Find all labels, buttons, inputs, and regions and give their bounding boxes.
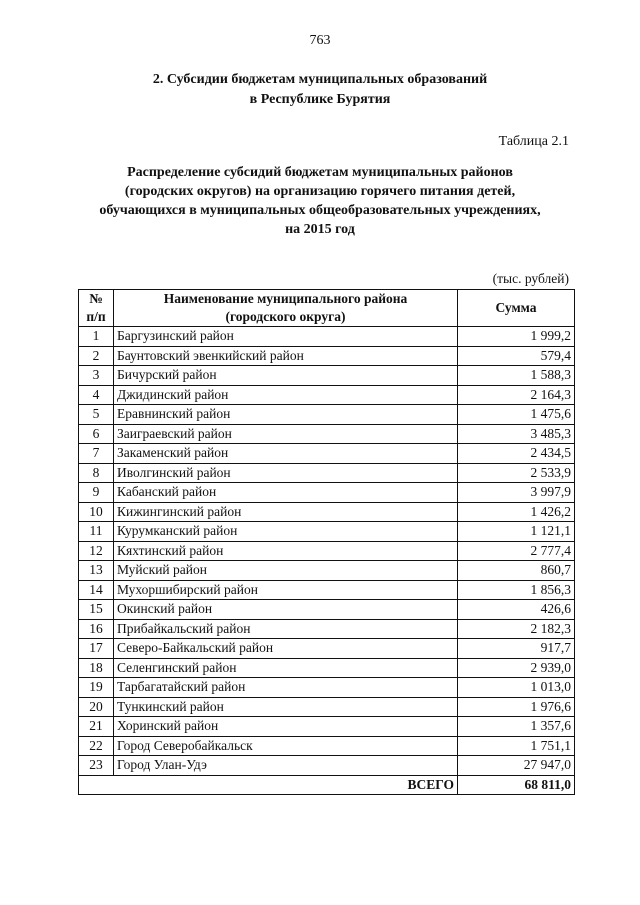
table-header-row (79, 290, 575, 327)
table-row (79, 736, 575, 756)
row-number: 16 (79, 619, 114, 639)
row-sum: 1 856,3 (458, 580, 575, 600)
table-row (79, 385, 575, 405)
table-row (79, 600, 575, 620)
table-row (79, 561, 575, 581)
row-sum: 1 475,6 (458, 405, 575, 425)
row-sum: 1 588,3 (458, 366, 575, 386)
row-name: Баунтовский эвенкийский район (114, 346, 458, 366)
table-row (79, 463, 575, 483)
header-number-line: № (89, 291, 103, 306)
row-number: 7 (79, 444, 114, 464)
row-number: 9 (79, 483, 114, 503)
table-caption-line: Распределение субсидий бюджетам муниципальных районов (127, 165, 513, 180)
row-sum: 2 939,0 (458, 658, 575, 678)
row-sum: 1 976,6 (458, 697, 575, 717)
row-number: 1 (79, 327, 114, 347)
row-number: 8 (79, 463, 114, 483)
row-name: Бичурский район (114, 366, 458, 386)
total-label: ВСЕГО (79, 775, 458, 795)
table-row (79, 366, 575, 386)
row-number: 17 (79, 639, 114, 659)
row-name: Джидинский район (114, 385, 458, 405)
row-sum: 27 947,0 (458, 756, 575, 776)
table-row (79, 522, 575, 542)
row-sum: 426,6 (458, 600, 575, 620)
table-row (79, 697, 575, 717)
header-sum: Сумма (458, 290, 575, 327)
row-name: Баргузинский район (114, 327, 458, 347)
table-row (79, 639, 575, 659)
row-name: Хоринский район (114, 717, 458, 737)
row-sum: 3 485,3 (458, 424, 575, 444)
row-name: Город Северобайкальск (114, 736, 458, 756)
row-name: Иволгинский район (114, 463, 458, 483)
row-name: Мухоршибирский район (114, 580, 458, 600)
table-label: Таблица 2.1 (498, 134, 569, 149)
subsidy-table (78, 289, 575, 795)
section-title-line: 2. Субсидии бюджетам муниципальных образований (152, 72, 488, 87)
row-name: Заиграевский район (114, 424, 458, 444)
row-name: Еравнинский район (114, 405, 458, 425)
units-label: (тыс. рублей) (492, 271, 569, 286)
row-sum: 2 434,5 (458, 444, 575, 464)
row-name: Северо-Байкальский район (114, 639, 458, 659)
row-sum: 1 426,2 (458, 502, 575, 522)
row-number: 5 (79, 405, 114, 425)
row-name: Муйский район (114, 561, 458, 581)
row-number: 10 (79, 502, 114, 522)
row-number: 11 (79, 522, 114, 542)
row-number: 12 (79, 541, 114, 561)
table-row (79, 756, 575, 776)
row-name: Селенгинский район (114, 658, 458, 678)
row-name: Курумканский район (114, 522, 458, 542)
table-caption-line: на 2015 год (285, 222, 355, 237)
table-row (79, 619, 575, 639)
table-row (79, 405, 575, 425)
row-sum: 2 164,3 (458, 385, 575, 405)
table-caption-line: обучающихся в муниципальных общеобразовательных учреждениях, (99, 203, 541, 218)
row-name: Кабанский район (114, 483, 458, 503)
table-caption (0, 163, 640, 239)
row-number: 14 (79, 580, 114, 600)
row-number: 15 (79, 600, 114, 620)
total-sum: 68 811,0 (458, 775, 575, 795)
table-row (79, 717, 575, 737)
table-row (79, 541, 575, 561)
row-number: 22 (79, 736, 114, 756)
table-row (79, 502, 575, 522)
row-name: Окинский район (114, 600, 458, 620)
row-name: Город Улан-Удэ (114, 756, 458, 776)
header-number (79, 290, 114, 327)
table-row (79, 327, 575, 347)
header-name (114, 290, 458, 327)
row-sum: 3 997,9 (458, 483, 575, 503)
section-title (0, 70, 640, 110)
row-number: 21 (79, 717, 114, 737)
row-number: 13 (79, 561, 114, 581)
table-row (79, 658, 575, 678)
row-sum: 1 121,1 (458, 522, 575, 542)
table-caption-line: (городских округов) на организацию горячего питания детей, (124, 184, 516, 199)
row-sum: 2 533,9 (458, 463, 575, 483)
page-number: 763 (309, 33, 331, 48)
row-sum: 2 777,4 (458, 541, 575, 561)
row-sum: 1 357,6 (458, 717, 575, 737)
row-number: 4 (79, 385, 114, 405)
row-sum: 2 182,3 (458, 619, 575, 639)
table-row (79, 483, 575, 503)
row-number: 3 (79, 366, 114, 386)
row-sum: 860,7 (458, 561, 575, 581)
table-row (79, 424, 575, 444)
row-sum: 1 013,0 (458, 678, 575, 698)
row-sum: 917,7 (458, 639, 575, 659)
row-number: 19 (79, 678, 114, 698)
row-sum: 579,4 (458, 346, 575, 366)
table-body (79, 327, 575, 795)
header-name-line: Наименование муниципального района (163, 291, 408, 306)
row-name: Кяхтинский район (114, 541, 458, 561)
section-title-line: в Республике Бурятия (249, 92, 391, 107)
row-number: 23 (79, 756, 114, 776)
row-name: Прибайкальский район (114, 619, 458, 639)
row-sum: 1 999,2 (458, 327, 575, 347)
row-name: Тарбагатайский район (114, 678, 458, 698)
row-name: Закаменский район (114, 444, 458, 464)
header-number-line: п/п (86, 309, 106, 324)
table-row (79, 346, 575, 366)
table-row (79, 678, 575, 698)
row-sum: 1 751,1 (458, 736, 575, 756)
header-name-line: (городского округа) (225, 309, 346, 324)
total-row (79, 775, 575, 795)
row-number: 6 (79, 424, 114, 444)
row-name: Тункинский район (114, 697, 458, 717)
row-number: 18 (79, 658, 114, 678)
table-row (79, 444, 575, 464)
row-number: 2 (79, 346, 114, 366)
row-name: Кижингинский район (114, 502, 458, 522)
row-number: 20 (79, 697, 114, 717)
table-row (79, 580, 575, 600)
